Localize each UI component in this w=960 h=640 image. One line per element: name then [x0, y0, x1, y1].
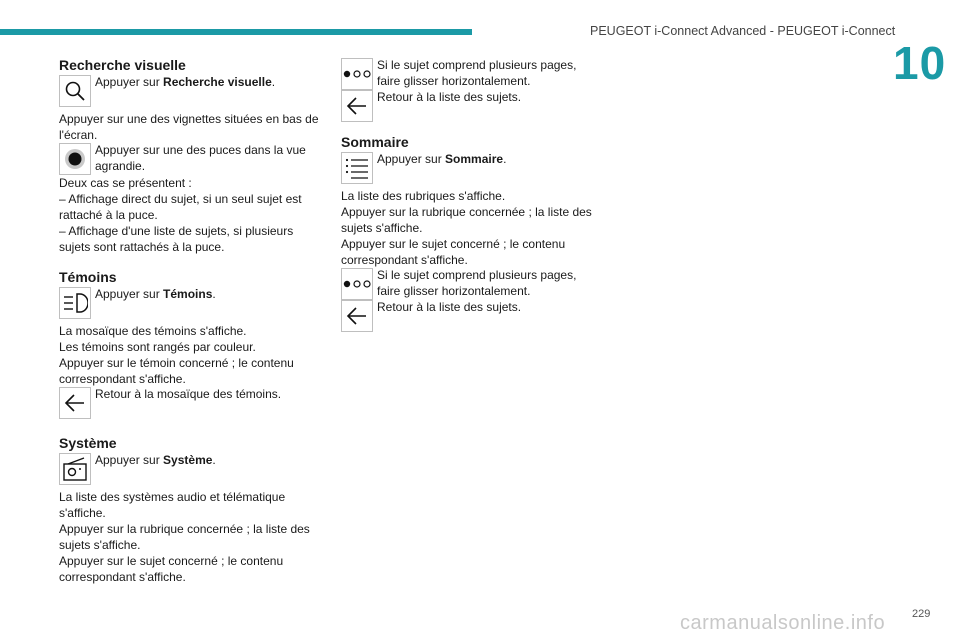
text-prefix: Appuyer sur: [95, 75, 164, 89]
header-accent-bar: [0, 29, 472, 35]
text-suffix: .: [503, 152, 507, 166]
instruction-text: [95, 452, 216, 468]
instruction-row: [59, 75, 321, 107]
paragraph: – Affichage d'une liste de sujets, si plusieurs sujets sont rattachés à la puce.: [59, 224, 294, 254]
left-column: [59, 55, 321, 595]
instruction-row: [341, 90, 603, 122]
paragraph: Appuyer sur le témoin concerné ; le contenu correspondant s'affiche.: [59, 356, 294, 386]
back-arrow-icon: [341, 300, 373, 332]
section-title: Recherche visuelle: [59, 57, 186, 73]
text-bold: Recherche visuelle: [163, 75, 272, 89]
text-suffix: .: [212, 287, 216, 301]
watermark: carmanualsonline.info: [680, 612, 886, 634]
instruction-row: [59, 287, 321, 319]
dot-button-icon: [59, 143, 91, 175]
list-icon: [341, 152, 373, 184]
instruction-text: Retour à la liste des sujets.: [377, 90, 522, 104]
radio-icon: [59, 453, 91, 485]
instruction-row: [59, 387, 321, 419]
instruction-row: [341, 58, 603, 90]
instruction-text: [95, 74, 275, 90]
section-pages: [341, 58, 603, 122]
paragraph: Appuyer sur la rubrique concernée ; la liste des sujets s'affiche.: [341, 205, 592, 235]
paragraph: La liste des rubriques s'affiche.: [341, 189, 506, 203]
text-prefix: Appuyer sur: [95, 287, 164, 301]
text-bold: Témoins: [163, 287, 213, 301]
text-bold: Sommaire: [445, 152, 504, 166]
paragraph: Appuyer sur le sujet concerné ; le contenu correspondant s'affiche.: [341, 237, 566, 267]
search-icon: [59, 75, 91, 107]
instruction-row: [341, 268, 603, 300]
paragraph: Appuyer sur la rubrique concernée ; la liste des sujets s'affiche.: [59, 522, 310, 552]
paragraph: Appuyer sur une des vignettes situées en bas de l'écran.: [59, 112, 319, 142]
paragraph: Les témoins sont rangés par couleur.: [59, 340, 256, 354]
back-arrow-icon: [59, 387, 91, 419]
page-number: 229: [912, 608, 931, 620]
section-visual-search: [59, 55, 321, 255]
right-column: [341, 58, 603, 342]
instruction-row: [341, 152, 603, 184]
header-title: PEUGEOT i-Connect Advanced - PEUGEOT i-Connect: [590, 24, 896, 38]
section-warning-lights: [59, 267, 321, 419]
instruction-row: [59, 453, 321, 485]
page-dots-icon: [341, 58, 373, 90]
warning-lights-icon: [59, 287, 91, 319]
text-suffix: .: [271, 75, 276, 89]
instruction-text: [95, 286, 216, 302]
instruction-row: [59, 143, 321, 175]
back-arrow-icon: [341, 90, 373, 122]
section-systems: [59, 433, 321, 585]
chapter-number: 10: [893, 37, 947, 89]
section-summary: [341, 132, 603, 332]
text-bold: Système: [163, 453, 213, 467]
page-dots-icon: [341, 268, 373, 300]
section-title: Sommaire: [341, 134, 409, 150]
text-prefix: Appuyer sur: [377, 152, 446, 166]
instruction-text: Si le sujet comprend plusieurs pages, faire glisser horizontalement.: [377, 268, 577, 298]
instruction-text: Si le sujet comprend plusieurs pages, faire glisser horizontalement.: [377, 58, 577, 88]
paragraph: La liste des systèmes audio et télématique s'affiche.: [59, 490, 286, 520]
paragraph: Deux cas se présentent :: [59, 176, 192, 190]
text-suffix: .: [212, 453, 216, 467]
section-title: Témoins: [59, 269, 117, 285]
text-prefix: Appuyer sur: [95, 453, 164, 467]
instruction-text: Retour à la mosaïque des témoins.: [95, 387, 282, 401]
paragraph: Appuyer sur le sujet concerné ; le contenu correspondant s'affiche.: [59, 554, 284, 584]
instruction-text: Retour à la liste des sujets.: [377, 300, 522, 314]
instruction-row: [341, 300, 603, 332]
section-title: Système: [59, 435, 117, 451]
paragraph: La mosaïque des témoins s'affiche.: [59, 324, 247, 338]
instruction-text: [377, 151, 506, 167]
paragraph: – Affichage direct du sujet, si un seul sujet est rattaché à la puce.: [59, 192, 302, 222]
instruction-text: Appuyer sur une des puces dans la vue agrandie.: [95, 143, 306, 173]
